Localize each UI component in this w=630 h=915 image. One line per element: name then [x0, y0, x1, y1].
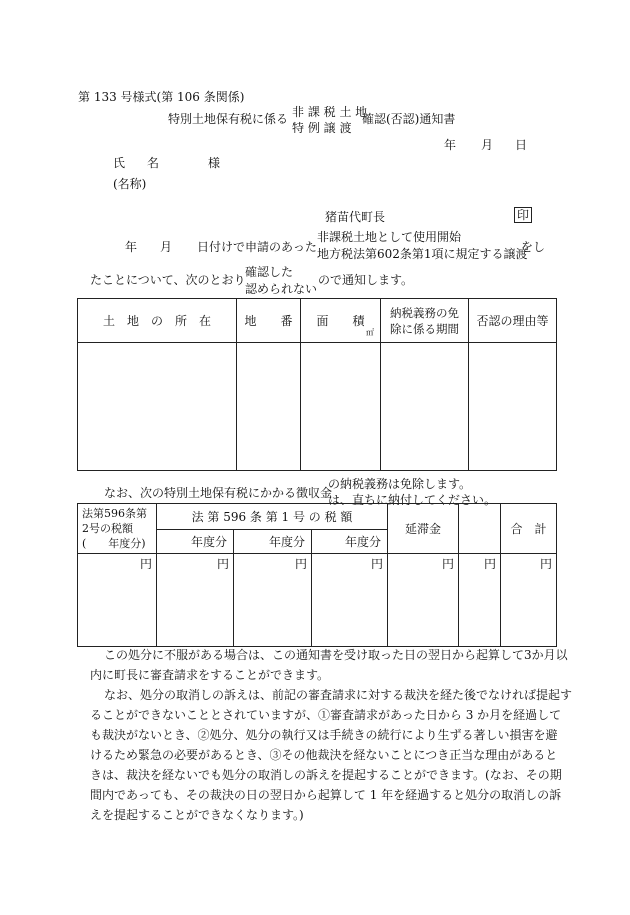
notice-p1-line1: この処分に不服がある場合は、この通知書を受け取った日の翌日から起算して3か月以 [104, 648, 568, 662]
tax-cell-year-1[interactable]: 円 [157, 554, 234, 647]
tax-cell-blank[interactable]: 円 [459, 554, 501, 647]
request-text-after: をし [521, 240, 546, 254]
notice-p2-line1: なお、処分の取消しの訴えは、前記の審査請求に対する裁決を経た後でなければ提起す [104, 688, 573, 702]
land-header-lot-number: 地 番 [237, 299, 301, 343]
notice-p2-line3: も裁決がないとき、②処分、処分の執行又は手続きの続行により生ずる著しい損害を避 [90, 728, 558, 742]
land-header-location: 土 地 の 所 在 [78, 299, 237, 343]
title-suffix: 確認(否認)通知書 [362, 112, 456, 126]
tax-header-year-2: 年度分 [234, 529, 312, 553]
date-month-label: 月 [481, 138, 494, 152]
result-option-confirmed: 確認した [245, 265, 294, 279]
notice-p2-line7: えを提起することができなくなります。) [90, 808, 304, 822]
tax-header-art596-2-line1: 法第596条第 [82, 507, 147, 520]
notice-p2-line6: 間内であっても、その裁決の日の翌日から起算して 1 年を経過すると処分の取消しの訴 [90, 788, 562, 802]
notice-p2-line2: ることができないこととされていますが、①審査請求があった日から 3 か月を経過して [90, 708, 562, 722]
result-text-before: たことについて、次のとおり [90, 273, 246, 287]
tax-table-header-row-1 [78, 504, 557, 530]
honorific-sama: 様 [208, 156, 221, 170]
tax-cell-delay[interactable]: 円 [388, 554, 459, 647]
date-day-label: 日 [515, 138, 528, 152]
result-text-after: ので通知します。 [318, 273, 414, 287]
name-label-first: 氏 [113, 156, 126, 170]
land-cell-location[interactable] [78, 343, 237, 471]
tax-cell-art596-2[interactable]: 円 [78, 554, 157, 647]
tax-header-total: 合 計 [501, 504, 557, 554]
land-header-denial-reason: 否認の理由等 [469, 299, 557, 343]
tax-header-art596-2-line3: ( 年度分) [82, 537, 146, 550]
tax-note-before: なお、次の特別土地保有税にかかる徴収金 [104, 486, 333, 500]
issuer-office: 猪苗代町長 [325, 210, 386, 224]
land-header-exemption-period: 納税義務の免除に係る期間 [381, 299, 469, 343]
notice-p2-line4: けるため緊急の必要があるとき、③その他裁決を経ないことにつき正当な理由があると [90, 748, 558, 762]
area-unit-label: ㎡ [366, 328, 374, 337]
tax-header-art596-2 [78, 504, 157, 554]
notice-p2-line5: きは、裁決を経ないでも処分の取消しの訴えを提起することができます。(なお、その期 [90, 768, 562, 782]
request-year-label: 年 [125, 240, 138, 254]
seal-mark [514, 207, 532, 223]
date-year-label: 年 [444, 138, 457, 152]
tax-cell-year-3[interactable]: 円 [312, 554, 388, 647]
name-label-second: 名 [147, 156, 160, 170]
land-table-header-row [78, 299, 557, 343]
land-header-area [301, 299, 381, 343]
tax-table [77, 503, 557, 647]
land-table [77, 298, 557, 471]
tax-header-art596-2-line2: 2号の税額 [82, 522, 133, 535]
tax-header-year-3: 年度分 [312, 529, 388, 553]
title-prefix: 特別土地保有税に係る [168, 112, 289, 126]
seal-box: 印 [514, 207, 532, 223]
tax-header-art596-1: 法 第 596 条 第 1 号 の 税 額 [157, 504, 388, 530]
name-paren-label: (名称) [113, 177, 147, 191]
tax-cell-year-2[interactable]: 円 [234, 554, 312, 647]
request-month-label: 月 [160, 240, 173, 254]
tax-header-delay: 延滞金 [388, 504, 459, 554]
notice-p1-line2: 内に町長に審査請求をすることができます。 [90, 668, 330, 682]
land-header-area-label: 面 積 [316, 314, 365, 328]
tax-header-year-1: 年度分 [157, 529, 234, 553]
tax-note-option-exempt: の納税義務は免除します。 [328, 477, 472, 491]
tax-table-body-row [78, 554, 557, 647]
title-option-special-transfer: 特 例 譲 渡 [292, 121, 352, 135]
land-table-body-row [78, 343, 557, 471]
request-text-before: 日付けで申請のあった [197, 240, 317, 254]
request-option-use-start: 非課税土地として使用開始 [317, 230, 462, 244]
request-option-transfer: 地方税法第602条第1項に規定する譲渡 [317, 247, 528, 261]
land-cell-denial-reason[interactable] [469, 343, 557, 471]
tax-cell-total[interactable]: 円 [501, 554, 557, 647]
result-option-denied: 認められない [245, 282, 318, 296]
tax-note-option-pay: は、直ちに納付してください。 [328, 493, 497, 507]
land-cell-area[interactable] [301, 343, 381, 471]
land-cell-exemption-period[interactable] [381, 343, 469, 471]
land-cell-lot-number[interactable] [237, 343, 301, 471]
title-option-exempt-land: 非 課 税 土 地 [292, 105, 368, 119]
tax-header-blank [459, 504, 501, 554]
form-number: 第 133 号様式(第 106 条関係) [78, 90, 245, 104]
